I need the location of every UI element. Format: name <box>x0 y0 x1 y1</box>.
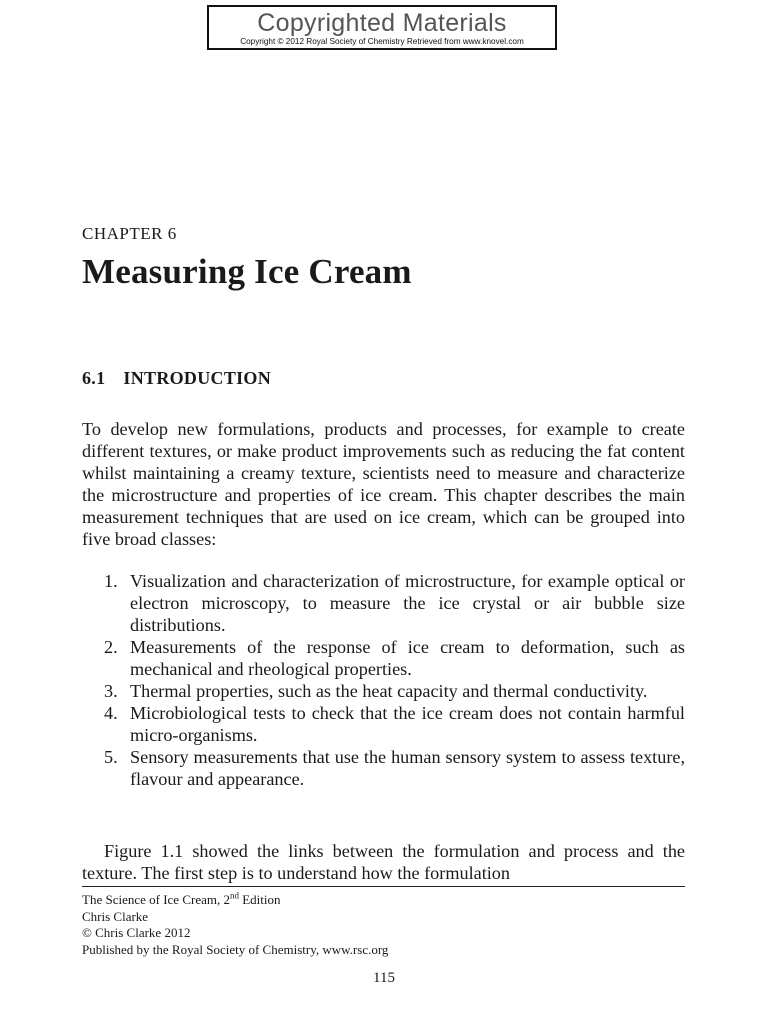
list-item-text: Sensory measurements that use the human sensory system to assess texture, flavour and appearance. <box>130 747 685 789</box>
section-title: INTRODUCTION <box>123 368 272 388</box>
list-item-number: 2. <box>104 637 118 657</box>
chapter-title: Measuring Ice Cream <box>82 252 412 291</box>
list-item <box>82 702 685 746</box>
list-item-number: 3. <box>104 681 118 701</box>
footer-author: Chris Clarke <box>82 908 149 924</box>
copyright-banner <box>207 5 557 50</box>
list-item-text: Measurements of the response of ice cream to deformation, such as mechanical and rheological properties. <box>130 637 685 679</box>
banner-subtitle: Copyright © 2012 Royal Society of Chemistry Retrieved from www.knovel.com <box>240 37 524 46</box>
footer-notes <box>82 892 388 958</box>
page-number: 115 <box>373 970 395 986</box>
list-item-text: Thermal properties, such as the heat capacity and thermal conductivity. <box>130 681 648 701</box>
list-item-number: 4. <box>104 703 118 723</box>
figure-reference-paragraph: Figure 1.1 showed the links between the formulation and process and the texture. The first step is to understand how the formulation <box>82 841 685 884</box>
section-number: 6.1 <box>82 368 106 388</box>
list-item-number: 1. <box>104 571 118 591</box>
list-item <box>82 746 685 790</box>
intro-paragraph: To develop new formulations, products and processes, for example to create different textures, or make product improvements such as reducing the fat content whilst maintaining a creamy texture, scientists need to measure and characterize the microstructure and properties of ice cream. This chapter describes the main measurement techniques that are used on ice cream, which can be grouped into five broad classes: <box>82 419 685 550</box>
list-item <box>82 570 685 636</box>
footer-copyright: © Chris Clarke 2012 <box>82 925 191 940</box>
footer-publisher: Published by the Royal Society of Chemistry, www.rsc.org <box>82 941 389 957</box>
chapter-label: CHAPTER 6 <box>82 224 177 243</box>
list-item <box>82 680 685 702</box>
section-heading <box>82 368 271 389</box>
list-item-text: Microbiological tests to check that the ice cream does not contain harmful micro-organisms. <box>130 703 685 745</box>
banner-title: Copyrighted Materials <box>257 9 507 37</box>
list-item <box>82 636 685 680</box>
measurement-classes-list <box>82 570 685 790</box>
footer-divider <box>82 886 685 887</box>
list-item-number: 5. <box>104 747 118 767</box>
list-item-text: Visualization and characterization of microstructure, for example optical or electron microscopy, to measure the ice crystal or air bubble size distributions. <box>130 571 685 635</box>
footer-book-title: The Science of Ice Cream, 2nd Edition <box>82 890 281 907</box>
